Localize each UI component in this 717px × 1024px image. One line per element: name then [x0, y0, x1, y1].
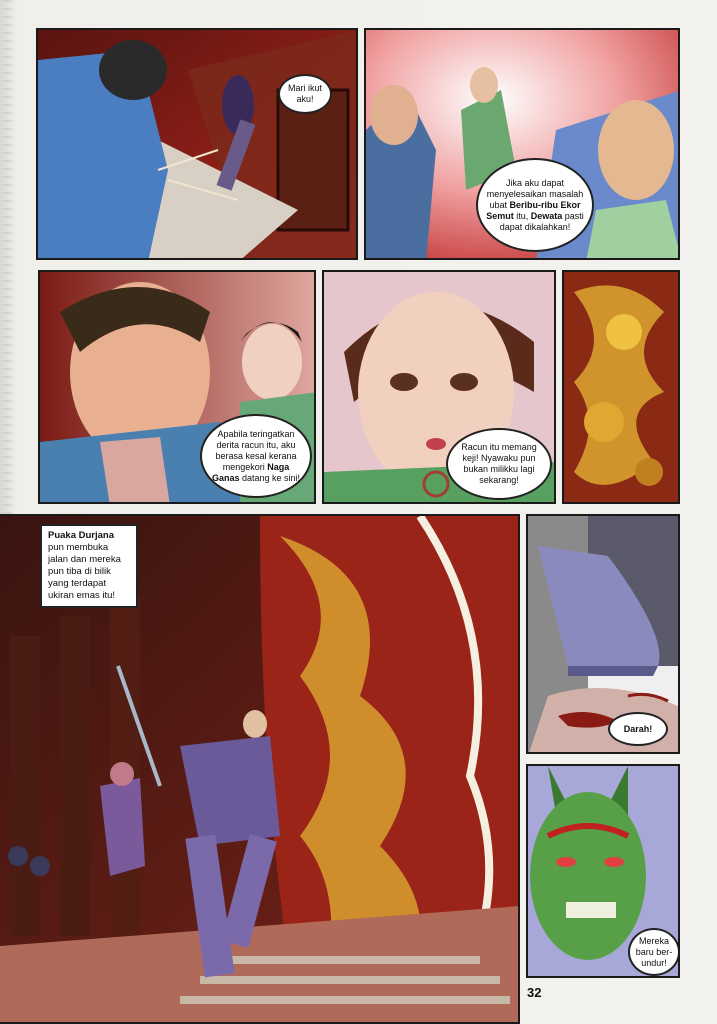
speech-bubble-8: Mereka baru ber-undur!: [628, 928, 680, 976]
panel-1-art: [38, 30, 358, 260]
speech-bubble-2: [476, 158, 594, 252]
speech-bubble-7: Darah!: [608, 712, 668, 746]
panel-7: [526, 514, 680, 754]
speech-bubble-1: Mari ikut aku!: [278, 74, 332, 114]
panel-3: [38, 270, 316, 504]
bubble-3-text: Apabila teringatkan derita racun itu, aku berasa kesal kerana mengekori Naga Ganas datang ke sini!: [211, 428, 301, 483]
page-number: 32: [527, 985, 542, 1000]
speech-bubble-3: [200, 414, 312, 498]
panel-2: [364, 28, 680, 260]
panel-4: [322, 270, 556, 504]
speech-bubble-4: Racun itu memang keji! Nyawaku pun bukan milikku lagi sekarang!: [446, 428, 552, 500]
panel-8: [526, 764, 680, 978]
panel-5-art: [564, 272, 680, 504]
narration-caption: Puaka Durjana pun membuka jalan dan mereka pun tiba di bilik yang terdapat ukiran emas itu!: [40, 524, 138, 608]
bubble-2-text: Jika aku dapat menyelesaikan masalah ubat Beribu-ribu Ekor Semut itu, Dewata pasti dapat dikalahkan!: [486, 177, 584, 232]
panel-6: [0, 514, 520, 1024]
panel-1: [36, 28, 358, 260]
panel-5: [562, 270, 680, 504]
